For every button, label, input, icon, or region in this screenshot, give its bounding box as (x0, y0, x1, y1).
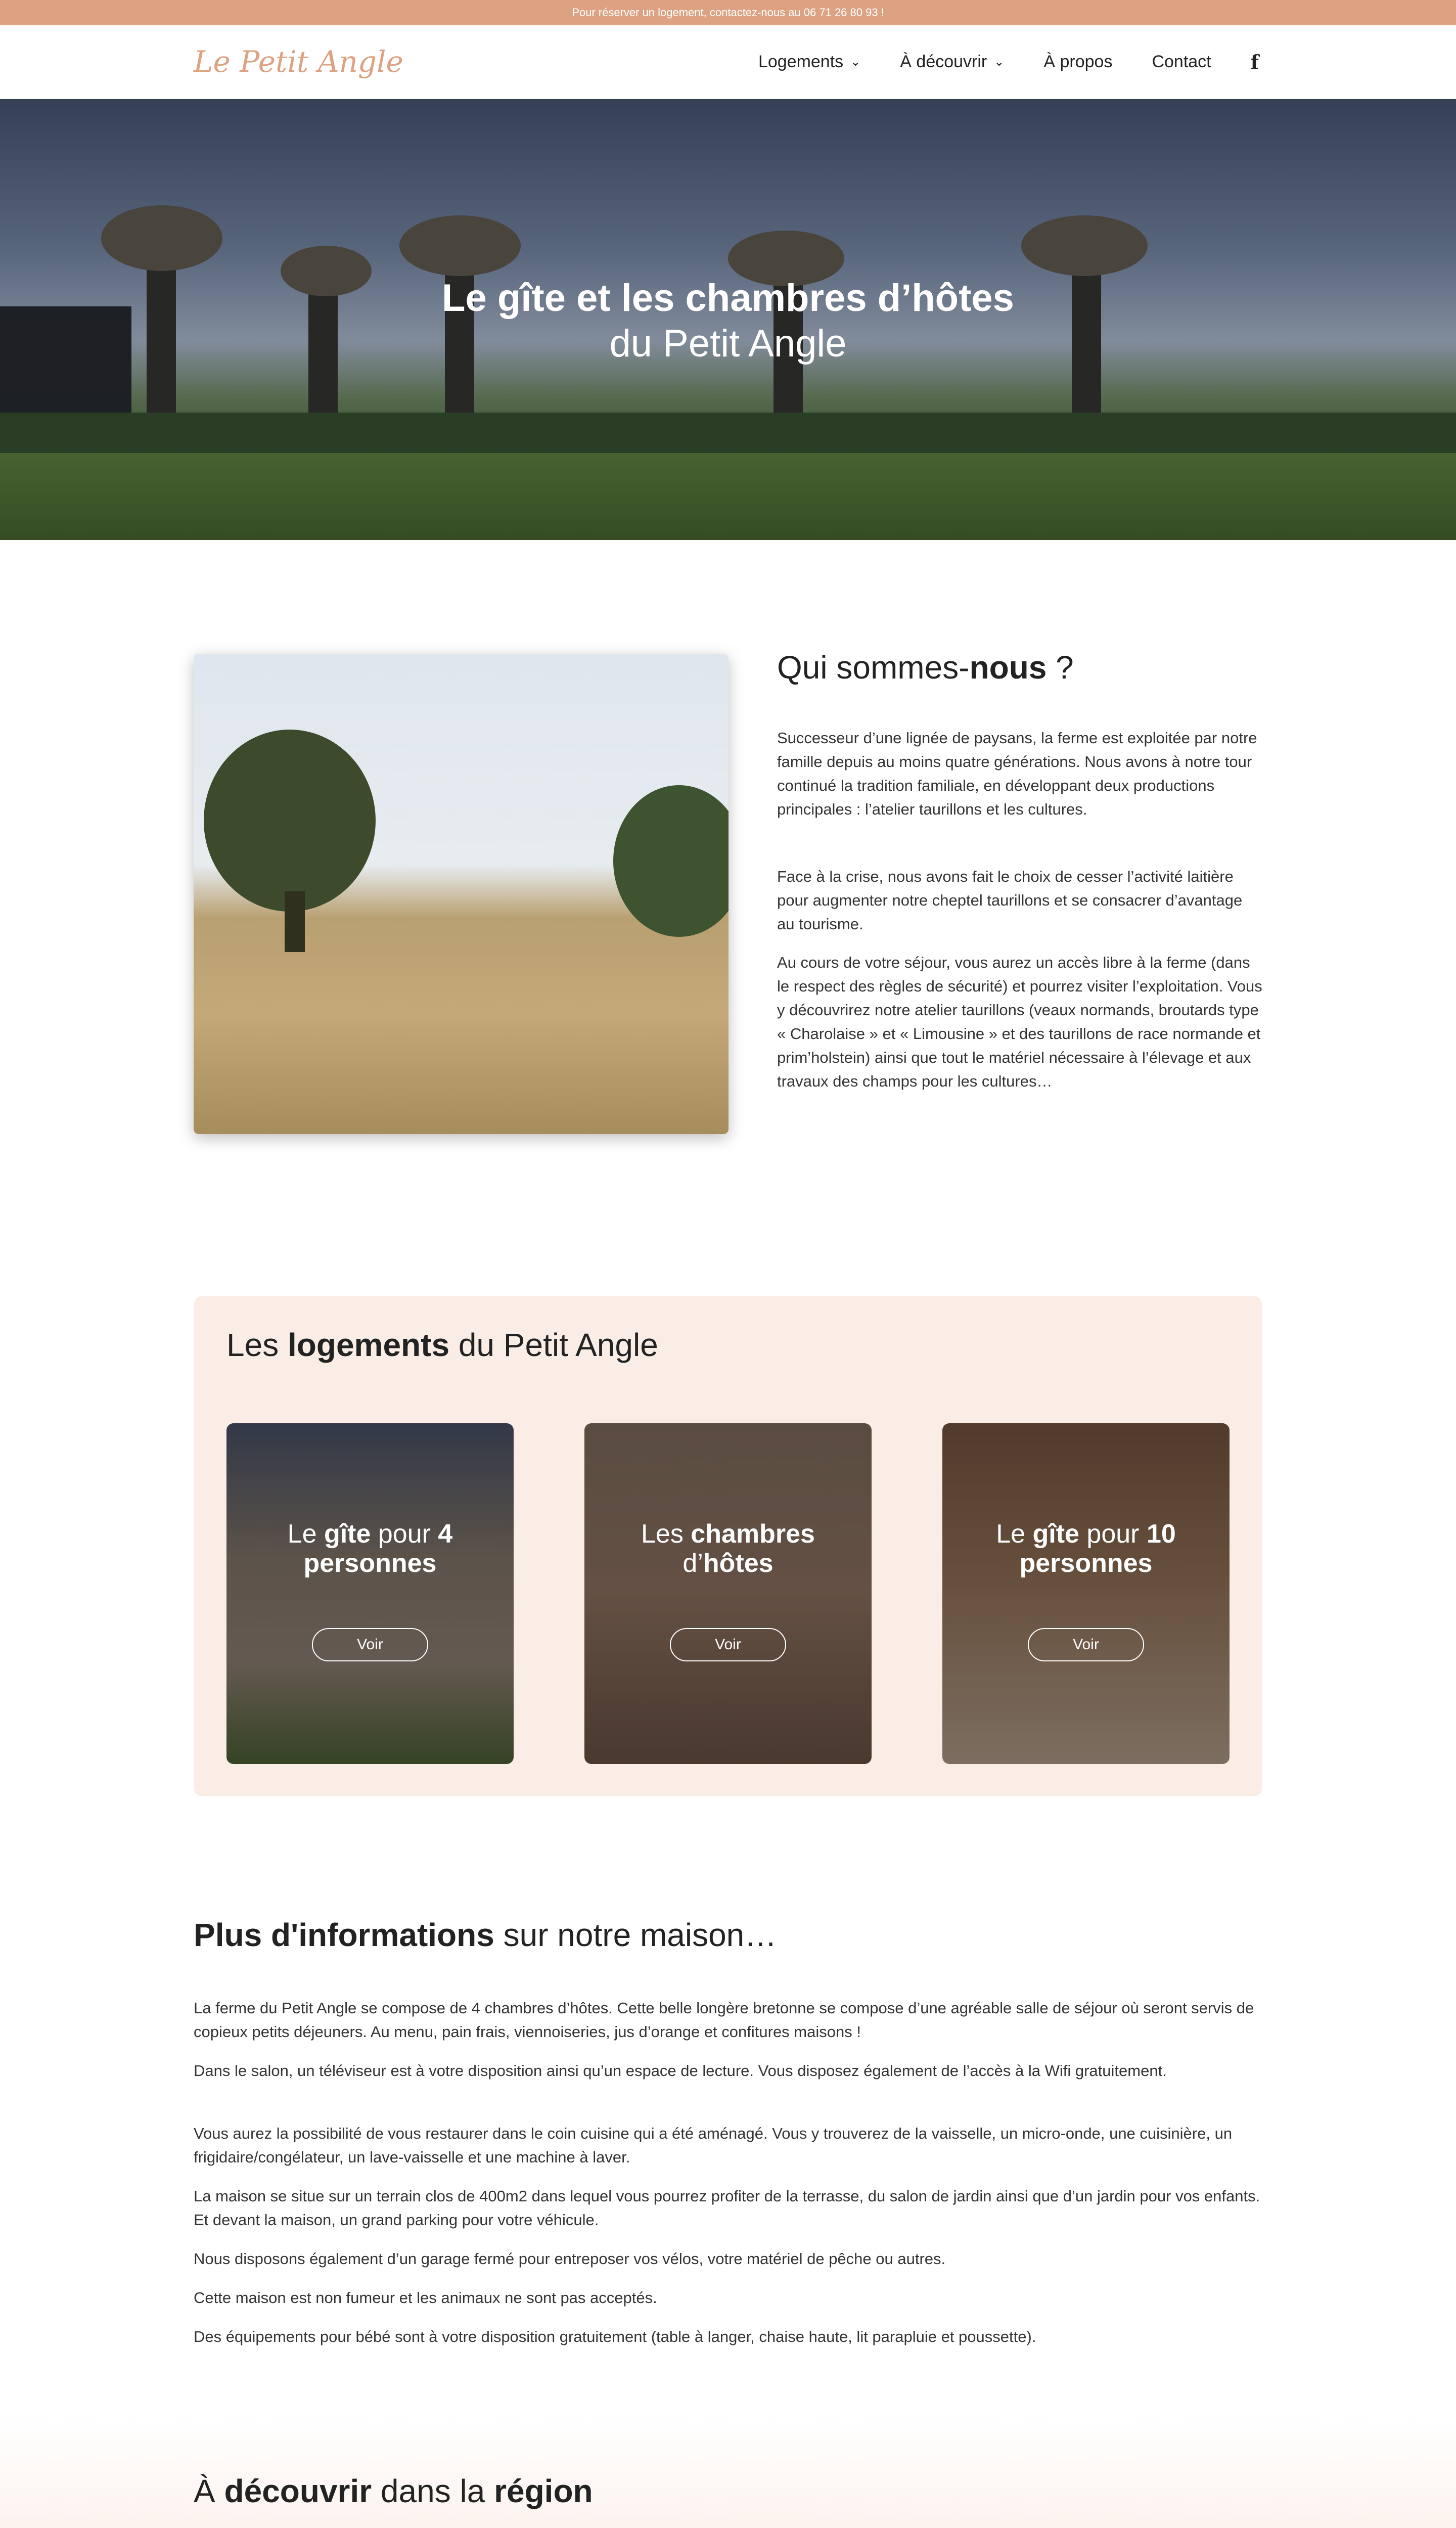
card-title-bold: gîte (1032, 1519, 1079, 1549)
voir-button[interactable]: Voir (312, 1628, 428, 1661)
card-title-bold: personnes (1019, 1549, 1153, 1578)
chevron-down-icon: ⌄ (850, 55, 861, 69)
title-bold: nous (969, 649, 1047, 686)
card-title-bold: hôtes (703, 1549, 774, 1578)
nav-item-contact[interactable] (1152, 52, 1211, 72)
card-overlay (942, 1423, 1230, 1764)
title-bold: découvrir (224, 2473, 372, 2509)
info-paragraph: La ferme du Petit Angle se compose de 4 chambres d’hôtes. Cette belle longère bretonne se compose d’une agréable salle de séjour où seront servis de copieux petits déjeuners. Au menu, pain frais, viennoiseries, jus d’orange et confitures maisons ! (194, 1999, 1254, 2041)
announcement-bar (0, 0, 1456, 25)
logements-title (226, 1326, 658, 1364)
site-header (0, 25, 1456, 99)
main-nav (758, 51, 1259, 73)
nav-label: À propos (1043, 52, 1113, 71)
card-title (584, 1519, 872, 1578)
card-title (942, 1519, 1230, 1578)
chevron-down-icon: ⌄ (994, 55, 1005, 69)
title-part: Les (226, 1327, 288, 1363)
card-overlay (226, 1423, 514, 1764)
card-title-bold: 4 (438, 1519, 453, 1549)
info-paragraph: Nous disposons également d’un garage fermé pour entreposer vos vélos, votre matériel de pêche ou autres. (194, 2250, 946, 2268)
about-paragraph: Au cours de votre séjour, vous aurez un accès libre à la ferme (dans le respect des règles de sécurité) et pourrez visiter l’exploitation. Vous y découvrirez notre atelier taurillons (veaux normands, broutards type « Charolaise » et « Limousine » et des taurillons de race normande et prim’holstein) ainsi que tout le matériel nécessaire à l’élevage et aux travaux des champs pour les cultures… (777, 954, 1262, 1090)
title-part: ? (1046, 649, 1074, 686)
about-paragraph: Face à la crise, nous avons fait le choix de cesser l’activité laitière pour augmenter notre cheptel taurillons et se consacrer d’avantage au tourisme. (777, 868, 1243, 933)
info-paragraph: Vous aurez la possibilité de vous restaurer dans le coin cuisine qui a été aménagé. Vous y trouverez de la vaisselle, un micro-onde, une cuisinière, un frigidaire/congélateur, un lave-vaisselle et une machine à laver. (194, 2125, 1233, 2166)
logements-section (194, 1296, 1262, 1796)
about-paragraph: Successeur d’une lignée de paysans, la ferme est exploitée par notre famille depuis au moins quatre générations. Nous avons à notre tour continué la tradition familiale, en développant deux productions principales : l’atelier taurillons et les cultures. (777, 729, 1257, 818)
nav-item-apropos[interactable] (1043, 52, 1112, 72)
logement-card-gite-10[interactable] (942, 1423, 1230, 1764)
title-bold: région (494, 2473, 593, 2509)
card-title-part: d’ (682, 1549, 703, 1578)
about-image-wheat-field (194, 654, 729, 1134)
tree-shape (204, 730, 376, 912)
nav-label: Contact (1152, 52, 1211, 71)
info-paragraph: La maison se situe sur un terrain clos de 400m2 dans lequel vous pourrez profiter de la terrasse, du salon de jardin ainsi que d’un jardin pour vos enfants. Et devant la maison, un grand parking pour votre véhicule. (194, 2187, 1260, 2229)
card-title-part: pour (371, 1519, 438, 1549)
info-title (194, 1916, 777, 1954)
title-part: À (194, 2473, 224, 2509)
title-part: dans la (372, 2473, 494, 2509)
nav-label: Logements (758, 52, 844, 71)
logement-card-gite-4[interactable] (226, 1423, 514, 1764)
card-title-bold: chambres (691, 1519, 815, 1549)
voir-button[interactable]: Voir (670, 1628, 786, 1661)
title-part: du Petit Angle (449, 1327, 658, 1363)
tree-shape (613, 785, 729, 937)
card-title-part: Les (641, 1519, 691, 1549)
info-paragraph: Des équipements pour bébé sont à votre disposition gratuitement (table à langer, chaise haute, lit parapluie et poussette). (194, 2328, 1036, 2345)
card-title-part: Le (996, 1519, 1033, 1549)
facebook-icon[interactable]: f (1250, 51, 1259, 73)
voir-button[interactable]: Voir (1028, 1628, 1144, 1661)
card-title-bold: gîte (324, 1519, 371, 1549)
nav-label: À découvrir (900, 52, 987, 71)
nav-item-logements[interactable] (758, 52, 860, 72)
card-title (226, 1519, 514, 1578)
tree-trunk (285, 891, 305, 952)
hero-banner (0, 99, 1456, 540)
title-bold: Plus d'informations (194, 1917, 494, 1953)
logement-card-chambres[interactable] (584, 1423, 872, 1764)
hero-subtitle: du Petit Angle (609, 322, 847, 365)
title-part: Qui sommes- (777, 649, 970, 686)
announcement-text: Pour réserver un logement, contactez-nous au 06 71 26 80 93 ! (572, 6, 884, 19)
card-title-part: Le (287, 1519, 324, 1549)
region-title (194, 2472, 593, 2510)
info-paragraph: Dans le salon, un téléviseur est à votre disposition ainsi qu’un espace de lecture. Vous disposez également de l’accès à la Wifi gratuitement. (194, 2062, 1167, 2080)
card-title-bold: personnes (303, 1549, 437, 1578)
nav-item-decouvrir[interactable] (900, 52, 1004, 72)
site-logo[interactable]: Le Petit Angle (194, 44, 403, 79)
card-title-part: pour (1079, 1519, 1147, 1549)
title-bold: logements (287, 1327, 450, 1363)
hero-title: Le gîte et les chambres d’hôtes (442, 277, 1014, 320)
card-overlay (584, 1423, 872, 1764)
title-part: sur notre maison… (494, 1917, 777, 1953)
card-title-bold: 10 (1146, 1519, 1176, 1549)
info-paragraph: Cette maison est non fumeur et les animaux ne sont pas acceptés. (194, 2289, 657, 2307)
about-title (777, 649, 1074, 686)
